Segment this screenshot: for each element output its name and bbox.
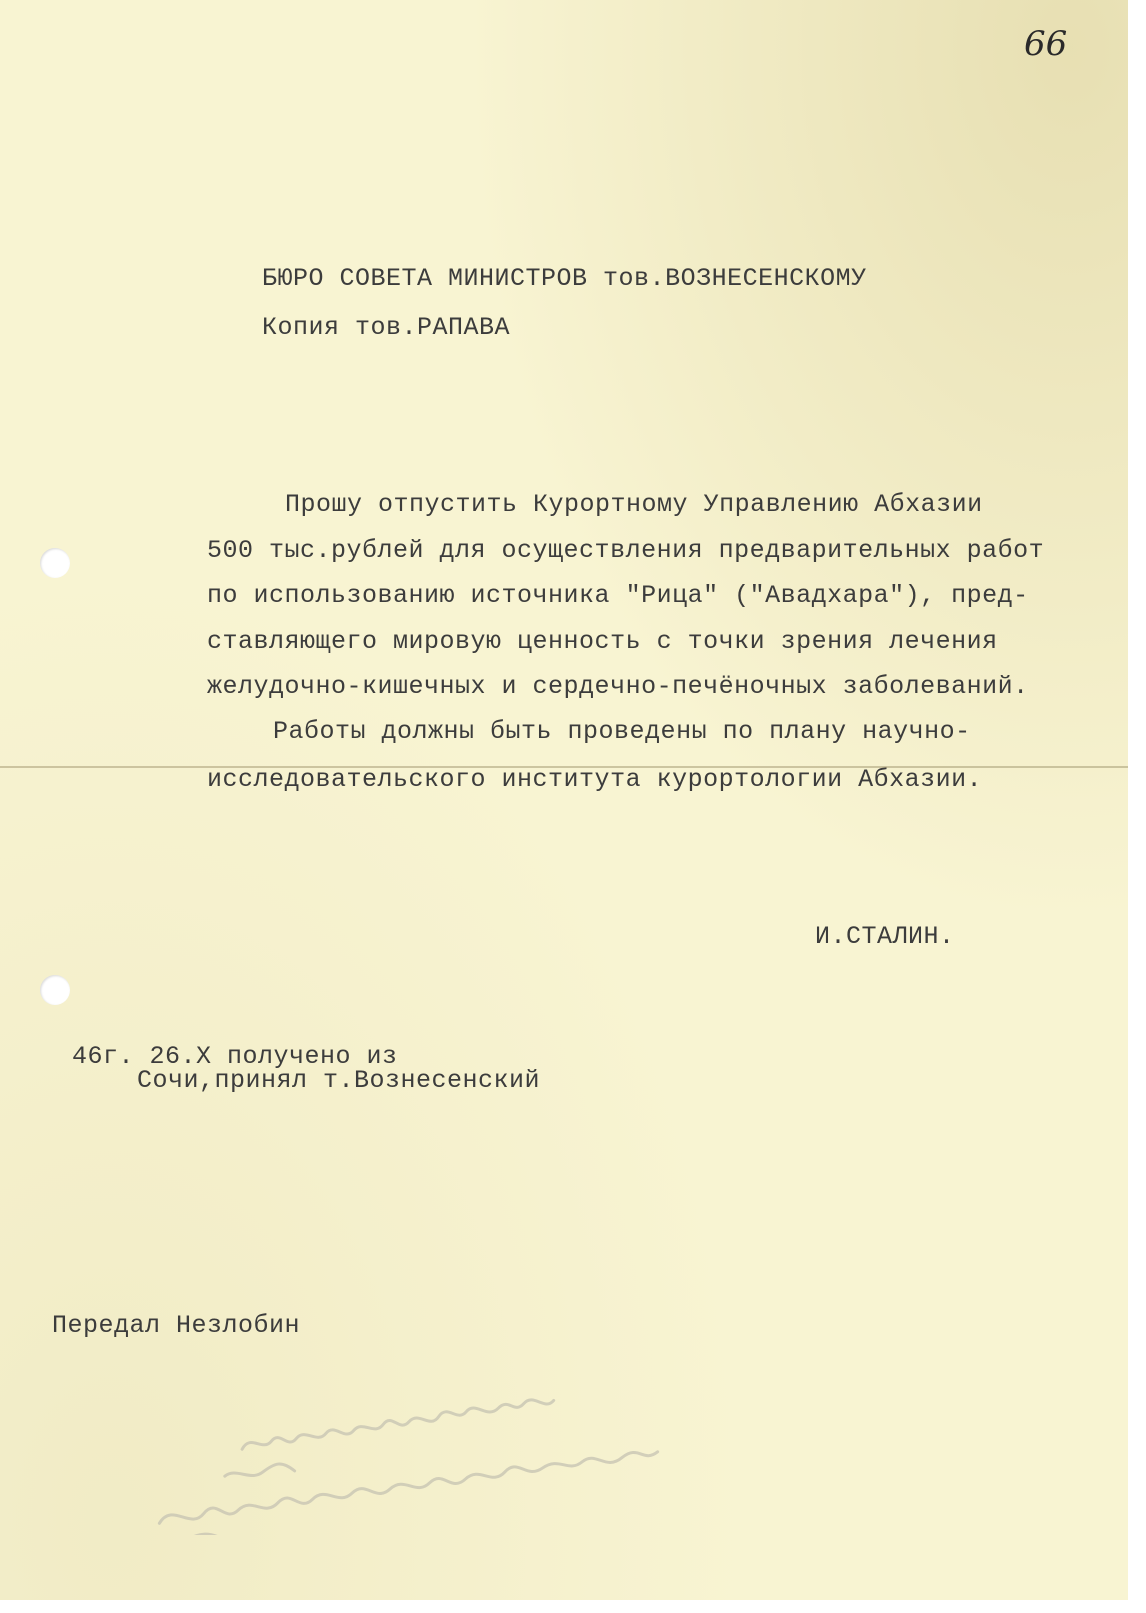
body-line-4: ставляющего мировую ценность с точки зрения лечения	[207, 627, 998, 656]
handwritten-annotation	[95, 1395, 855, 1535]
page-number: 66	[1024, 24, 1068, 64]
body-line-5: желудочно-кишечных и сердечно-печёночных заболеваний.	[207, 672, 1029, 701]
receipt-note-line-2: Сочи,принял т.Вознесенский	[137, 1066, 541, 1095]
body-line-7: исследовательского института курортологии Абхазии.	[207, 765, 983, 794]
body-line-3: по использованию источника "Рица" ("Авадхара"), пред-	[207, 581, 1029, 610]
addressee-line-1: БЮРО СОВЕТА МИНИСТРОВ тов.ВОЗНЕСЕНСКОМУ	[262, 264, 867, 293]
transmitted-by: Передал Незлобин	[52, 1311, 301, 1340]
body-line-1: Прошу отпустить Курортному Управлению Абхазии	[285, 490, 983, 519]
signature: И.СТАЛИН.	[815, 922, 955, 951]
addressee-line-2: Копия тов.РАПАВА	[262, 313, 511, 342]
body-line-2: 500 тыс.рублей для осуществления предварительных работ	[207, 536, 1045, 565]
body-line-6: Работы должны быть проведены по плану научно-	[273, 717, 971, 746]
punch-hole-bottom	[40, 975, 70, 1005]
receipt-note-line-1: 46г. 26.Х получено из	[72, 1042, 398, 1071]
page-margin-bottom	[0, 1600, 1146, 1613]
punch-hole-top	[40, 548, 70, 578]
fold-crease	[0, 766, 1128, 768]
